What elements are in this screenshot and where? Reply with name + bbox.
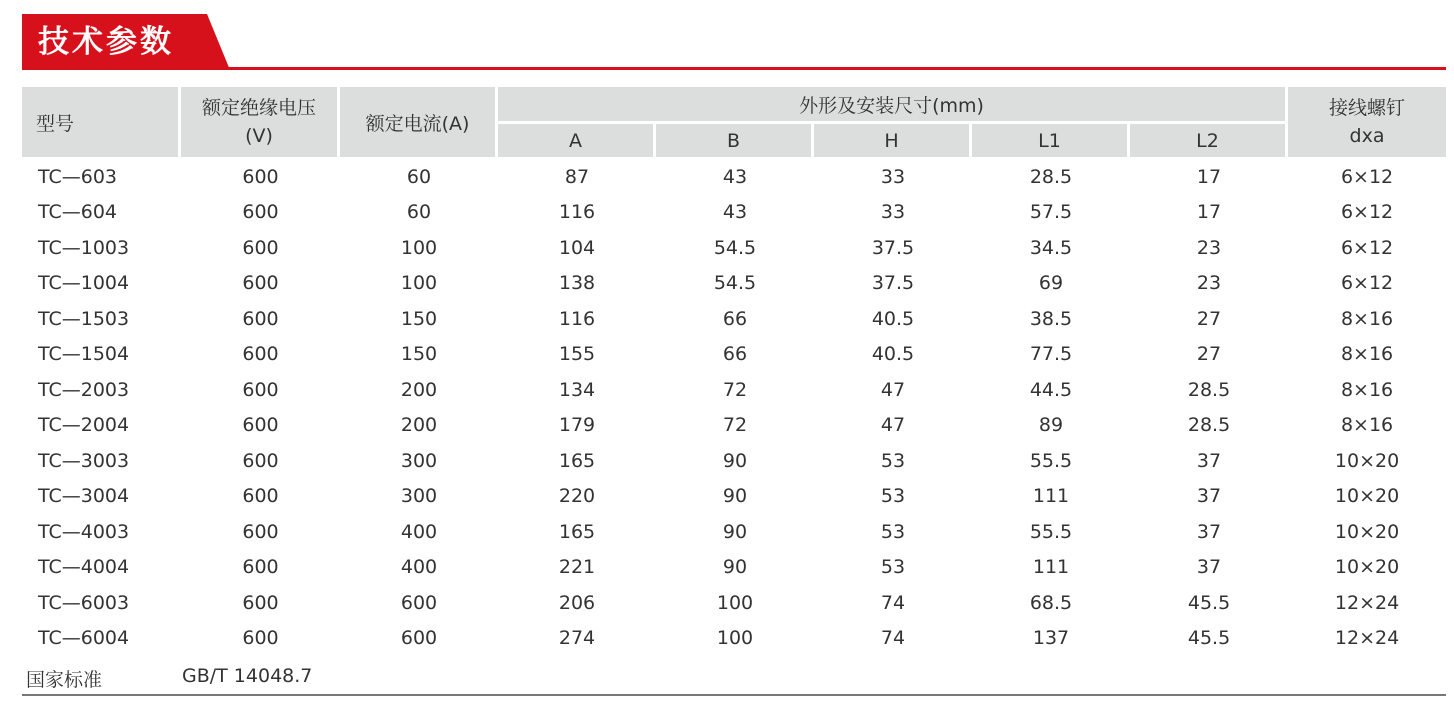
cell-rated-voltage: 600 xyxy=(242,520,279,543)
cell-terminal-screw: 12×24 xyxy=(1334,627,1400,650)
cell-rated-current: 150 xyxy=(400,343,438,366)
national-standard-label: 国家标准 xyxy=(26,669,103,691)
cell-dim-l1: 55.5 xyxy=(1029,520,1073,543)
cell-rated-voltage: 600 xyxy=(242,165,279,188)
header-dim-l2: L2 xyxy=(1130,121,1288,157)
header-dim-a: A xyxy=(498,121,656,157)
cell-dim-l2: 27 xyxy=(1196,343,1222,366)
cell-rated-voltage: 600 xyxy=(242,378,279,401)
cell-terminal-screw: 6×12 xyxy=(1340,272,1394,295)
cell-terminal-screw: 8×16 xyxy=(1340,307,1394,330)
table-row xyxy=(22,157,1446,195)
table-row xyxy=(22,479,1446,515)
cell-rated-voltage: 600 xyxy=(242,236,279,259)
cell-dim-b: 72 xyxy=(722,414,748,437)
cell-dim-a: 116 xyxy=(558,307,596,330)
cell-terminal-screw: 8×16 xyxy=(1340,414,1394,437)
cell-model: TC—1004 xyxy=(38,272,130,295)
cell-dim-a: 221 xyxy=(558,556,596,579)
cell-rated-voltage: 600 xyxy=(242,485,279,508)
cell-dim-a: 134 xyxy=(558,378,596,401)
table-row xyxy=(22,585,1446,621)
cell-model: TC—6003 xyxy=(38,591,130,614)
cell-dim-l1: 44.5 xyxy=(1029,378,1073,401)
table-row xyxy=(22,443,1446,479)
cell-dim-a: 138 xyxy=(558,272,596,295)
cell-rated-voltage: 600 xyxy=(242,343,279,366)
cell-dim-l2: 28.5 xyxy=(1187,378,1231,401)
cell-dim-h: 40.5 xyxy=(871,343,915,366)
table-row xyxy=(22,230,1446,266)
cell-dim-a: 87 xyxy=(564,165,590,188)
cell-model: TC—4003 xyxy=(38,520,130,543)
cell-dim-a: 165 xyxy=(558,449,596,472)
header-dim-b: B xyxy=(656,121,814,157)
cell-rated-voltage: 600 xyxy=(242,307,279,330)
header-terminal-screw-line1: 接线螺钉 xyxy=(1329,97,1406,119)
cell-dim-a: 165 xyxy=(558,520,596,543)
cell-dim-l2: 23 xyxy=(1196,272,1222,295)
cell-dim-h: 33 xyxy=(880,201,906,224)
cell-dim-a: 104 xyxy=(558,236,596,259)
cell-rated-current: 60 xyxy=(406,165,432,188)
table-row xyxy=(22,301,1446,337)
cell-rated-current: 300 xyxy=(400,485,438,508)
cell-dim-h: 33 xyxy=(880,165,906,188)
table-row xyxy=(22,195,1446,231)
cell-dim-l2: 37 xyxy=(1196,449,1222,472)
cell-model: TC—604 xyxy=(38,201,118,224)
cell-model: TC—1504 xyxy=(38,343,130,366)
cell-dim-a: 116 xyxy=(558,201,596,224)
cell-terminal-screw: 8×16 xyxy=(1340,378,1394,401)
cell-rated-voltage: 600 xyxy=(242,414,279,437)
header-model: 型号 xyxy=(22,87,181,157)
cell-dim-l2: 45.5 xyxy=(1187,591,1231,614)
cell-terminal-screw: 6×12 xyxy=(1340,165,1394,188)
cell-dim-a: 206 xyxy=(558,591,596,614)
cell-dim-b: 72 xyxy=(722,378,748,401)
cell-dim-b: 54.5 xyxy=(713,272,757,295)
cell-dim-l2: 37 xyxy=(1196,556,1222,579)
cell-terminal-screw: 10×20 xyxy=(1334,556,1400,579)
cell-model: TC—4004 xyxy=(38,556,130,579)
cell-dim-l1: 89 xyxy=(1038,414,1064,437)
header-dim-h: H xyxy=(814,121,972,157)
cell-model: TC—2003 xyxy=(38,378,130,401)
cell-dim-b: 100 xyxy=(716,627,754,650)
cell-model: TC—1503 xyxy=(38,307,130,330)
cell-dim-l1: 77.5 xyxy=(1029,343,1073,366)
table-row xyxy=(22,337,1446,373)
cell-dim-b: 66 xyxy=(722,343,748,366)
cell-dim-l2: 37 xyxy=(1196,485,1222,508)
cell-dim-l2: 17 xyxy=(1196,165,1222,188)
cell-model: TC—6004 xyxy=(38,627,130,650)
table-row xyxy=(22,621,1446,657)
cell-rated-current: 150 xyxy=(400,307,438,330)
cell-terminal-screw: 6×12 xyxy=(1340,236,1394,259)
cell-dim-l2: 23 xyxy=(1196,236,1222,259)
cell-dim-a: 179 xyxy=(558,414,596,437)
cell-dim-l2: 37 xyxy=(1196,520,1222,543)
cell-rated-voltage: 600 xyxy=(242,591,279,614)
cell-rated-current: 400 xyxy=(400,556,438,579)
cell-dim-h: 53 xyxy=(880,449,906,472)
cell-dim-h: 47 xyxy=(880,414,906,437)
cell-rated-current: 200 xyxy=(400,414,438,437)
cell-dim-h: 37.5 xyxy=(871,236,915,259)
cell-terminal-screw: 12×24 xyxy=(1334,591,1400,614)
cell-dim-b: 90 xyxy=(722,485,748,508)
spec-table xyxy=(22,87,1446,656)
cell-dim-b: 90 xyxy=(722,556,748,579)
cell-rated-current: 400 xyxy=(400,520,438,543)
cell-terminal-screw: 8×16 xyxy=(1340,343,1394,366)
cell-dim-b: 43 xyxy=(722,201,748,224)
header-rated-voltage-line2: (V) xyxy=(245,125,273,147)
header-dimensions: 外形及安装尺寸(mm) xyxy=(498,87,1288,121)
header-terminal-screw-line2: dxa xyxy=(1349,125,1385,147)
cell-dim-h: 47 xyxy=(880,378,906,401)
cell-dim-l1: 137 xyxy=(1032,627,1070,650)
cell-dim-l1: 69 xyxy=(1038,272,1064,295)
cell-dim-l1: 55.5 xyxy=(1029,449,1073,472)
cell-dim-h: 53 xyxy=(880,520,906,543)
cell-dim-h: 53 xyxy=(880,485,906,508)
table-row xyxy=(22,372,1446,408)
cell-dim-h: 74 xyxy=(880,627,906,650)
cell-dim-l2: 27 xyxy=(1196,307,1222,330)
cell-model: TC—1003 xyxy=(38,236,130,259)
cell-terminal-screw: 10×20 xyxy=(1334,449,1400,472)
cell-terminal-screw: 6×12 xyxy=(1340,201,1394,224)
table-row xyxy=(22,514,1446,550)
cell-dim-b: 54.5 xyxy=(713,236,757,259)
cell-dim-a: 274 xyxy=(558,627,596,650)
cell-model: TC—2004 xyxy=(38,414,130,437)
spec-table-body xyxy=(22,157,1446,656)
cell-dim-l2: 17 xyxy=(1196,201,1222,224)
cell-dim-h: 53 xyxy=(880,556,906,579)
cell-dim-l1: 57.5 xyxy=(1029,201,1073,224)
cell-dim-b: 90 xyxy=(722,449,748,472)
cell-dim-h: 40.5 xyxy=(871,307,915,330)
cell-rated-current: 600 xyxy=(400,627,438,650)
cell-terminal-screw: 10×20 xyxy=(1334,520,1400,543)
national-standard-value: GB/T 14048.7 xyxy=(182,665,313,687)
cell-dim-h: 74 xyxy=(880,591,906,614)
header-rated-voltage xyxy=(181,87,340,157)
cell-rated-current: 200 xyxy=(400,378,438,401)
cell-dim-b: 100 xyxy=(716,591,754,614)
section-header xyxy=(22,14,1446,70)
cell-rated-current: 60 xyxy=(406,201,432,224)
cell-dim-b: 43 xyxy=(722,165,748,188)
cell-dim-l1: 34.5 xyxy=(1029,236,1073,259)
cell-dim-l1: 68.5 xyxy=(1029,591,1073,614)
cell-dim-a: 220 xyxy=(558,485,596,508)
cell-dim-l1: 111 xyxy=(1032,485,1070,508)
cell-model: TC—3003 xyxy=(38,449,130,472)
cell-model: TC—603 xyxy=(38,165,118,188)
cell-dim-l1: 38.5 xyxy=(1029,307,1073,330)
cell-rated-voltage: 600 xyxy=(242,627,279,650)
section-title-underline xyxy=(22,67,1446,70)
cell-rated-voltage: 600 xyxy=(242,556,279,579)
cell-rated-current: 100 xyxy=(400,236,438,259)
cell-dim-l1: 111 xyxy=(1032,556,1070,579)
cell-rated-current: 600 xyxy=(400,591,438,614)
cell-dim-l2: 45.5 xyxy=(1187,627,1231,650)
cell-dim-a: 155 xyxy=(558,343,596,366)
cell-rated-current: 300 xyxy=(400,449,438,472)
cell-model: TC—3004 xyxy=(38,485,130,508)
cell-rated-voltage: 600 xyxy=(242,272,279,295)
header-terminal-screw xyxy=(1288,87,1446,157)
table-row xyxy=(22,266,1446,302)
cell-dim-l1: 28.5 xyxy=(1029,165,1073,188)
cell-terminal-screw: 10×20 xyxy=(1334,485,1400,508)
cell-dim-b: 90 xyxy=(722,520,748,543)
section-title: 技术参数 xyxy=(38,24,174,60)
national-standard xyxy=(22,660,1446,696)
cell-rated-voltage: 600 xyxy=(242,201,279,224)
cell-rated-voltage: 600 xyxy=(242,449,279,472)
header-rated-current: 额定电流(A) xyxy=(340,87,498,157)
table-row xyxy=(22,550,1446,586)
cell-dim-h: 37.5 xyxy=(871,272,915,295)
cell-rated-current: 100 xyxy=(400,272,438,295)
cell-dim-l2: 28.5 xyxy=(1187,414,1231,437)
header-dim-l1: L1 xyxy=(972,121,1130,157)
header-rated-voltage-line1: 额定绝缘电压 xyxy=(201,97,316,119)
cell-dim-b: 66 xyxy=(722,307,748,330)
table-row xyxy=(22,408,1446,444)
